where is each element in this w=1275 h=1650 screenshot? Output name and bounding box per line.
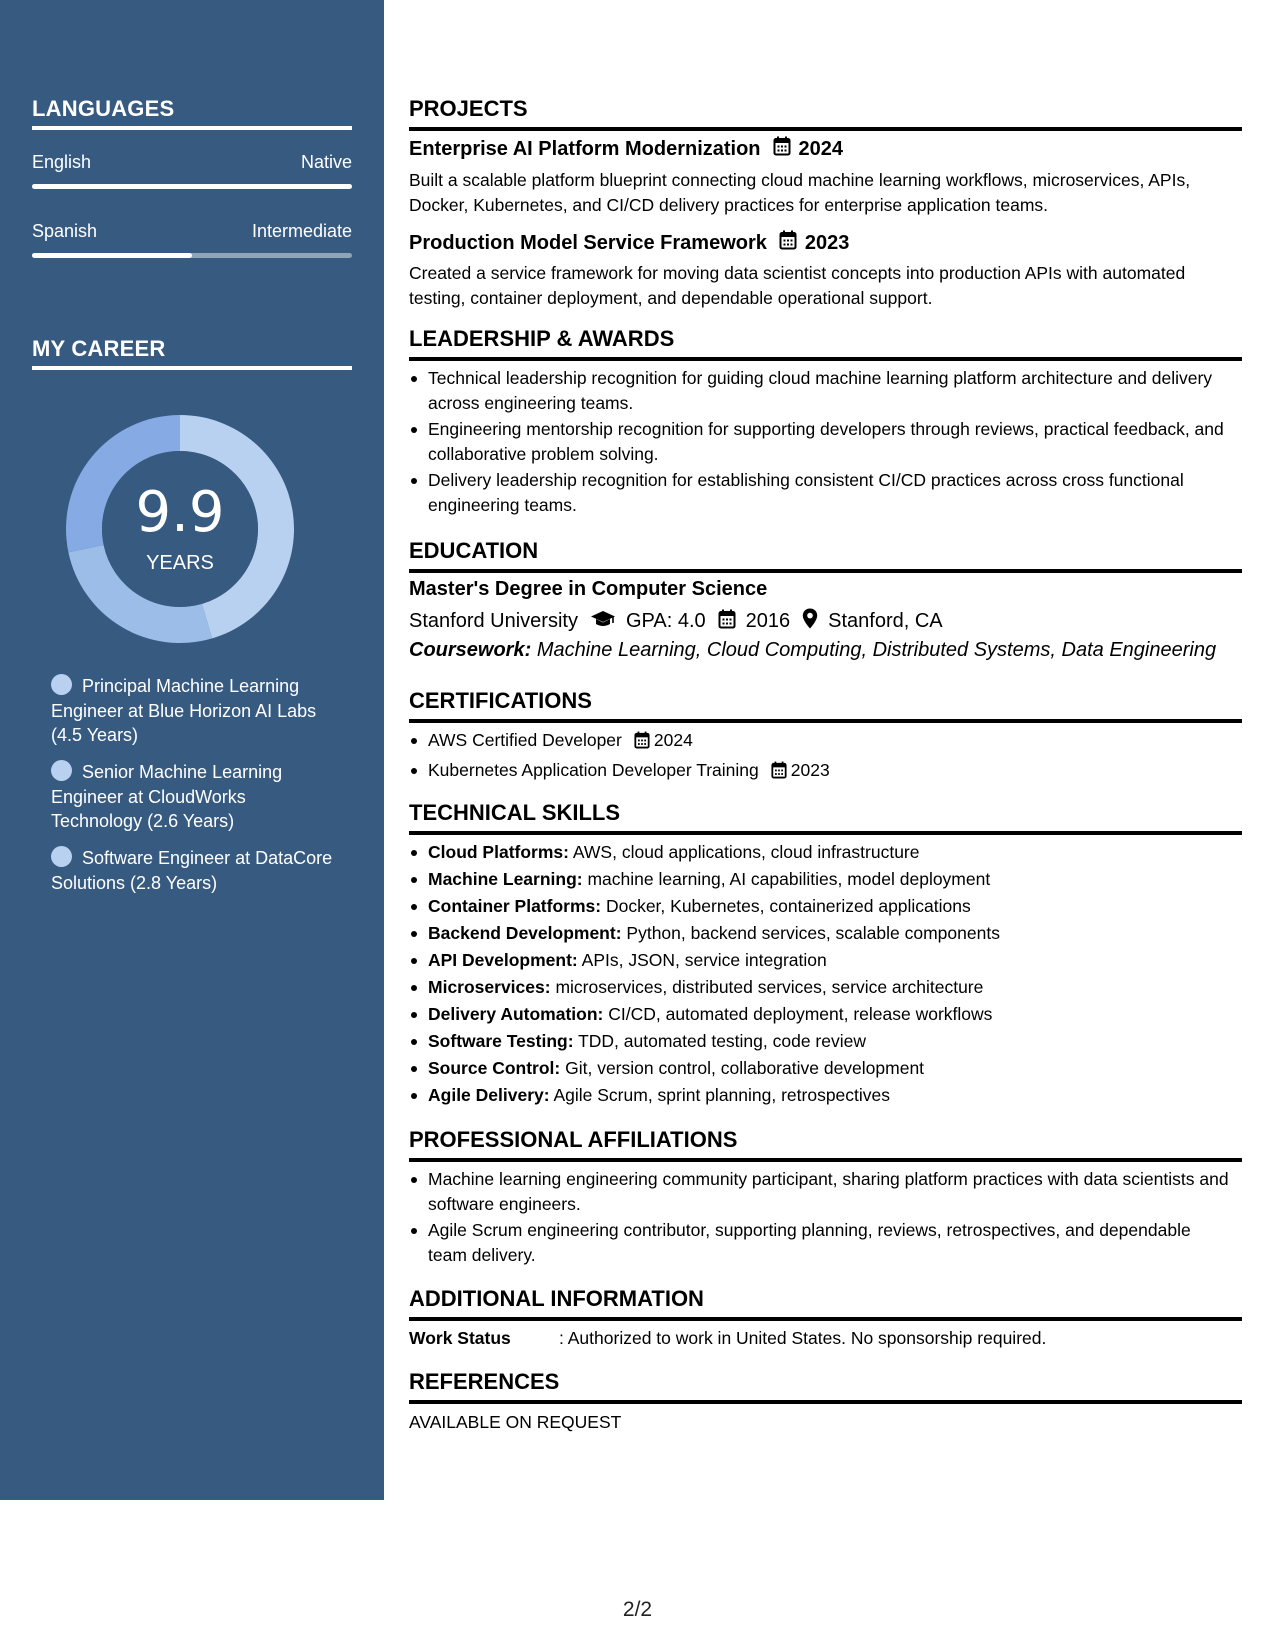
education-year: 2016 — [745, 610, 791, 632]
career-item-text: Principal Machine Learning Engineer at Blue Horizon AI Labs (4.5 Years) — [51, 676, 317, 745]
work-status-label: Work Status — [409, 1328, 511, 1348]
skill-value: Python, backend services, scalable components — [626, 923, 1000, 943]
career-item-text: Senior Machine Learning Engineer at CloudWorks Technology (2.6 Years) — [51, 762, 283, 831]
skill-value: AWS, cloud applications, cloud infrastructure — [572, 842, 920, 862]
skill-value: machine learning, AI capabilities, model deployment — [587, 869, 991, 889]
list-item: Technical leadership recognition for guiding cloud machine learning platform architecture and delivery across engineering teams. — [409, 366, 1229, 415]
list-item — [409, 1029, 1229, 1053]
skill-value: TDD, automated testing, code review — [578, 1031, 866, 1051]
language-bar-fill — [32, 253, 192, 258]
career-heading-rule — [32, 366, 352, 370]
career-total-value: 9.9 — [135, 480, 225, 545]
projects-heading: PROJECTS — [409, 96, 1242, 131]
language-level: Intermediate — [251, 221, 352, 241]
skills-heading: TECHNICAL SKILLS — [409, 800, 1242, 835]
list-item — [409, 921, 1229, 945]
language-row-english — [32, 152, 352, 173]
skill-value: APIs, JSON, service integration — [581, 950, 827, 970]
calendar-icon — [773, 136, 791, 162]
project-name: Production Model Service Framework — [409, 231, 767, 254]
work-status — [409, 1328, 1046, 1349]
language-level: Native — [300, 152, 352, 172]
languages-heading: LANGUAGES — [32, 96, 175, 121]
leadership-list — [409, 366, 1229, 519]
certifications-list — [409, 728, 1229, 787]
location-pin-icon — [802, 608, 818, 635]
certifications-heading: CERTIFICATIONS — [409, 688, 1242, 723]
project-heading — [409, 230, 849, 256]
education-details — [409, 608, 943, 635]
cert-year: 2023 — [790, 759, 830, 780]
list-item — [409, 1083, 1229, 1107]
career-item — [51, 760, 341, 834]
calendar-icon — [779, 230, 797, 256]
coursework-label: Coursework: — [409, 639, 532, 661]
leadership-heading: LEADERSHIP & AWARDS — [409, 326, 1242, 361]
sidebar — [0, 0, 384, 1500]
list-item — [409, 948, 1229, 972]
graduation-cap-icon — [590, 610, 616, 634]
education-heading: EDUCATION — [409, 538, 1242, 573]
skill-label: Backend Development: — [428, 923, 622, 943]
project-year: 2023 — [804, 231, 850, 254]
language-bar-fill — [32, 184, 352, 189]
references-text: AVAILABLE ON REQUEST — [409, 1412, 622, 1432]
coursework-value: Machine Learning, Cloud Computing, Distributed Systems, Data Engineering — [536, 639, 1217, 661]
skill-label: Source Control: — [428, 1058, 561, 1078]
language-row-spanish — [32, 221, 352, 242]
skill-label: Machine Learning: — [428, 869, 583, 889]
page-number: 2/2 — [622, 1598, 653, 1621]
list-item: Agile Scrum engineering contributor, supporting planning, reviews, retrospectives, and dependable team delivery. — [409, 1218, 1229, 1267]
language-name: Spanish — [32, 221, 98, 241]
career-heading: MY CAREER — [32, 336, 166, 361]
career-dot-icon — [51, 760, 72, 781]
career-dot-icon — [51, 674, 72, 695]
affiliations-heading: PROFESSIONAL AFFILIATIONS — [409, 1127, 1242, 1162]
education-degree: Master's Degree in Computer Science — [409, 578, 768, 600]
skill-label: Container Platforms: — [428, 896, 602, 916]
skill-label: Software Testing: — [428, 1031, 574, 1051]
skill-value: Agile Scrum, sprint planning, retrospectives — [553, 1085, 891, 1105]
education-coursework — [409, 639, 1216, 662]
cert-name: AWS Certified Developer — [428, 730, 622, 750]
skills-list — [409, 840, 1229, 1110]
language-bar-english — [32, 184, 352, 189]
skill-value: microservices, distributed services, service architecture — [555, 977, 984, 997]
skill-label: Delivery Automation: — [428, 1004, 604, 1024]
skill-label: Cloud Platforms: — [428, 842, 569, 862]
language-name: English — [32, 152, 92, 172]
list-item — [409, 1056, 1229, 1080]
list-item: Machine learning engineering community participant, sharing platform practices with data scientists and software engineers. — [409, 1167, 1229, 1216]
calendar-icon — [718, 609, 736, 635]
list-item — [409, 975, 1229, 999]
career-dot-icon — [51, 846, 72, 867]
languages-heading-rule — [32, 126, 352, 130]
cert-year: 2024 — [653, 730, 693, 750]
skill-label: Agile Delivery: — [428, 1085, 550, 1105]
skill-value: Git, version control, collaborative development — [565, 1058, 925, 1078]
career-total-unit: YEARS — [146, 552, 214, 574]
calendar-icon — [634, 731, 650, 756]
list-item — [409, 758, 1229, 786]
references-heading: REFERENCES — [409, 1369, 1242, 1404]
work-status-value: : Authorized to work in United States. No sponsorship required. — [559, 1328, 1047, 1348]
affiliations-list — [409, 1167, 1229, 1269]
list-item — [409, 1002, 1229, 1026]
list-item — [409, 894, 1229, 918]
list-item — [409, 840, 1229, 864]
project-description: Built a scalable platform blueprint connecting cloud machine learning workflows, microservices, APIs, Docker, Kubernetes, and CI/CD delivery practices for enterprise application teams. — [409, 170, 1191, 215]
project-year: 2024 — [798, 137, 844, 160]
list-item: Delivery leadership recognition for establishing consistent CI/CD practices across cross functional engineering teams. — [409, 468, 1229, 517]
education-school: Stanford University — [409, 610, 578, 632]
language-bar-spanish — [32, 253, 352, 258]
list-item: Engineering mentorship recognition for supporting developers through reviews, practical feedback, and collaborative problem solving. — [409, 417, 1229, 466]
career-item-text: Software Engineer at DataCore Solutions (2.8 Years) — [51, 848, 333, 893]
project-description: Created a service framework for moving data scientist concepts into production APIs with automated testing, container deployment, and dependable operational support. — [409, 263, 1186, 308]
list-item — [409, 728, 1229, 756]
skill-value: Docker, Kubernetes, containerized applications — [605, 896, 971, 916]
list-item — [409, 867, 1229, 891]
education-location: Stanford, CA — [828, 610, 943, 632]
career-item — [51, 674, 341, 748]
calendar-icon — [771, 761, 787, 786]
education-gpa: GPA: 4.0 — [625, 610, 706, 632]
skill-label: Microservices: — [428, 977, 551, 997]
project-name: Enterprise AI Platform Modernization — [409, 137, 761, 160]
skill-label: API Development: — [428, 950, 578, 970]
skill-value: CI/CD, automated deployment, release workflows — [608, 1004, 993, 1024]
project-heading — [409, 136, 843, 162]
additional-heading: ADDITIONAL INFORMATION — [409, 1286, 1242, 1321]
cert-name: Kubernetes Application Developer Training — [428, 759, 759, 780]
career-item — [51, 846, 341, 895]
